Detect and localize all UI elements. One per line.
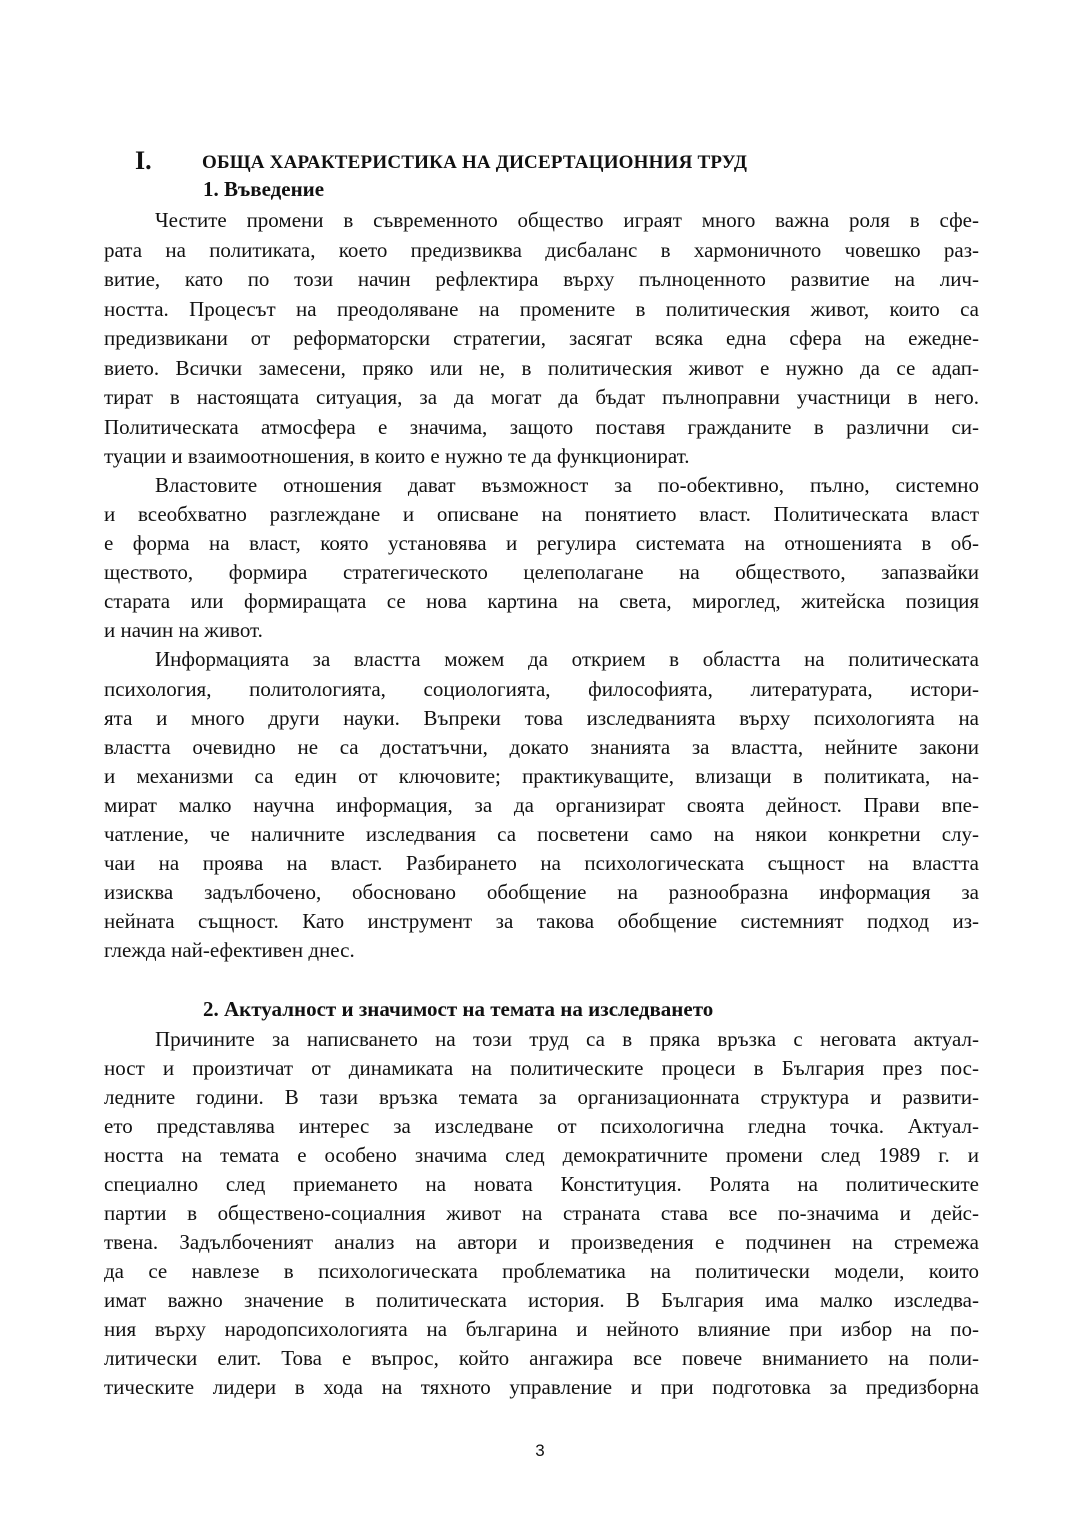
text-line: туации и взаимоотношения, в които е нужно те да функционират. — [104, 444, 690, 468]
text-line: да се навлезе в психологическата проблематика на политически модели, които — [104, 1259, 979, 1283]
text-line: Честите промени в съвременното общество играят много важна роля в сфе- — [155, 208, 979, 232]
text-line: тическите лидери в хода на тяхното управление и при подготовка за предизборна — [104, 1375, 979, 1399]
text-line: чаи на проява на власт. Разбирането на психологическата същност на властта — [104, 851, 979, 875]
text-line: изисква задълбочено, обосновано обобщение на разнообразна информация за — [104, 880, 979, 904]
text-line: старата или формиращата се нова картина на света, мироглед, житейска позиция — [104, 589, 979, 613]
text-line: Властовите отношения дават възможност за по-обективно, пълно, системно — [155, 473, 979, 497]
text-line: глежда най-ефективен днес. — [104, 938, 355, 962]
text-line: твена. Задълбоченият анализ на автори и произведения е подчинен на стремежа — [104, 1230, 979, 1254]
text-line: чатление, че наличните изследвания са посветени само на някои конкретни слу- — [104, 822, 979, 846]
page-number: 3 — [535, 1441, 545, 1460]
text-line: ността. Процесът на преодоляване на промените в политическия живот, които са — [104, 297, 979, 321]
text-line: ществото, формира стратегическото целеполагане на обществото, запазвайки — [104, 560, 979, 584]
chapter-title: ОБЩА ХАРАКТЕРИСТИКА НА ДИСЕРТАЦИОННИЯ ТРУД — [202, 152, 748, 173]
text-line: Политическата атмосфера е значима, защото поставя гражданите в различни си- — [104, 415, 979, 439]
text-line: имат важно значение в политическата история. В България има малко изследва- — [104, 1288, 979, 1312]
text-line: витие, като по този начин рефлектира върху пълноценното развитие на лич- — [104, 267, 979, 291]
chapter-numeral: I. — [135, 146, 152, 175]
text-line: ята и много други науки. Въпреки това изследванията върху психологията на — [104, 706, 979, 730]
text-line: ността на темата е особено значима след демократичните промени след 1989 г. и — [104, 1143, 979, 1167]
text-line: и начин на живот. — [104, 618, 263, 642]
text-line: вието. Всички замесени, пряко или не, в политическия живот е нужно да се адап- — [104, 356, 979, 380]
text-line: психология, политологията, социологията, философията, литературата, истори- — [104, 677, 979, 701]
text-line: ния върху народопсихологията на българина и нейното влияние при избор на по- — [104, 1317, 979, 1341]
text-line: партии в обществено-социалния живот на страната става все по-значима и дейс- — [104, 1201, 979, 1225]
text-line: специално след приемането на новата Конституция. Ролята на политическите — [104, 1172, 979, 1196]
text-line: предизвикани от реформаторски стратегии, засягат всяка една сфера на ежедне- — [104, 326, 979, 350]
text-line: и всеобхватно разглеждане и описване на понятието власт. Политическата власт — [104, 502, 979, 526]
text-line: мират малко научна информация, за да организират своята дейност. Прави впе- — [104, 793, 979, 817]
text-line: ледните години. В тази връзка темата за организационната структура и развити- — [104, 1085, 979, 1109]
text-line: Причините за написването на този труд са в пряка връзка с неговата актуал- — [155, 1027, 979, 1051]
text-line: тират в настоящата ситуация, за да могат да бъдат пълноправни участници в него. — [104, 385, 979, 409]
section-title: 2. Актуалност и значимост на темата на изследването — [203, 997, 714, 1021]
text-line: и механизми са един от ключовите; практикуващите, влизащи в политиката, на- — [104, 764, 979, 788]
text-line: литически елит. Това е въпрос, който ангажира все повече вниманието на поли- — [104, 1346, 979, 1370]
text-line: е форма на власт, която установява и регулира системата на отношенията в об- — [104, 531, 979, 555]
text-line: нейната същност. Като инструмент за такова обобщение системният подход из- — [104, 909, 979, 933]
text-line: ето представлява интерес за изследване от психологична гледна точка. Актуал- — [104, 1114, 979, 1138]
text-line: Информацията за властта можем да открием в областта на политическата — [155, 647, 979, 671]
section-title: 1. Въведение — [203, 177, 325, 201]
text-line: рата на политиката, което предизвиква дисбаланс в хармоничното човешко раз- — [104, 238, 979, 262]
text-line: ност и произтичат от динамиката на политическите процеси в България през пос- — [104, 1056, 979, 1080]
text-line: властта очевидно не са достатъчни, докато знанията за властта, нейните закони — [104, 735, 979, 759]
